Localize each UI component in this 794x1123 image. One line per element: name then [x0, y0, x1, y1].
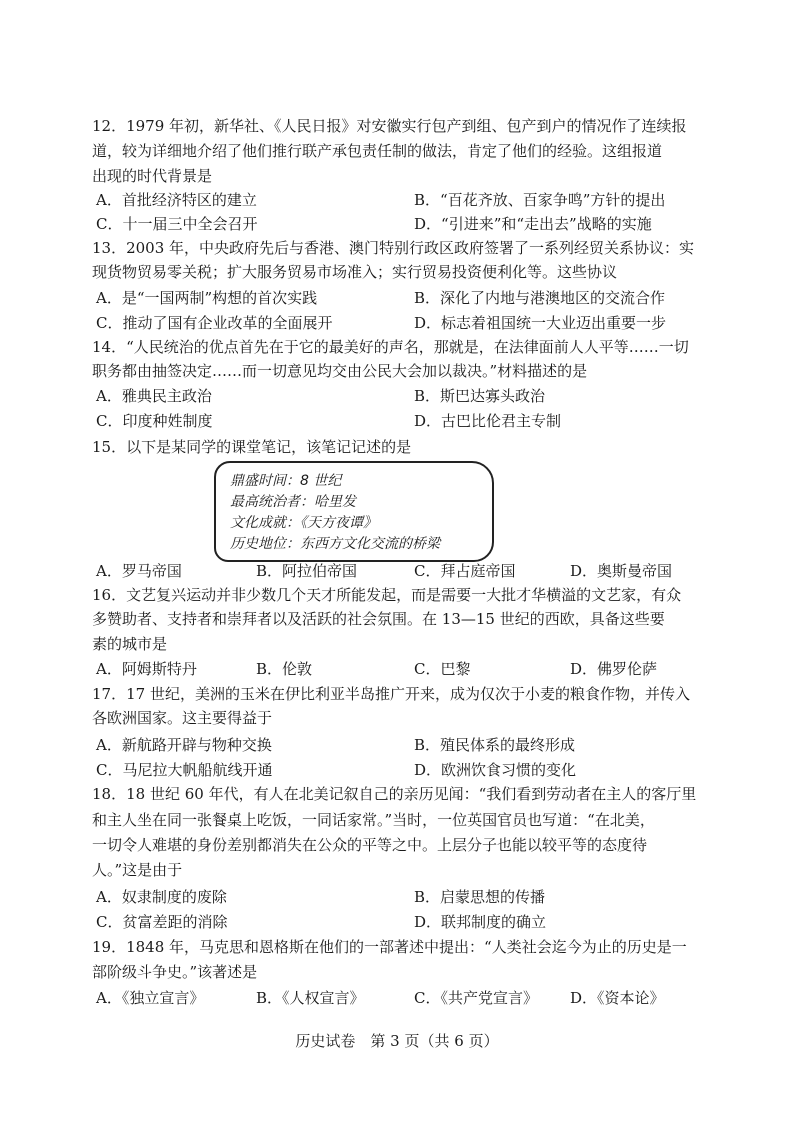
option-b: B．斯巴达寡头政治 [414, 387, 546, 405]
option-a: A．新航路开辟与物种交换 [96, 736, 272, 754]
option-b: B．伦敦 [256, 660, 313, 678]
question-text-line: 道，较为详细地介绍了他们推行联产承包责任制的做法，肯定了他们的经验。这组报道 [92, 142, 663, 160]
option-b: B．启蒙思想的传播 [414, 888, 546, 906]
option-a: A．阿姆斯特丹 [96, 660, 197, 678]
note-line: 历史地位：东西方文化交流的桥梁 [230, 536, 440, 552]
option-c: C．巴黎 [414, 660, 471, 678]
option-d: D．欧洲饮食习惯的变化 [414, 761, 577, 779]
question-text-line: 出现的时代背景是 [92, 167, 213, 185]
option-c: C．印度种姓制度 [96, 412, 213, 430]
option-a: A．《独立宣言》 [96, 989, 205, 1007]
note-line: 最高统治者：哈里发 [230, 494, 356, 510]
option-d: D．“引进来”和“走出去”战略的实施 [414, 215, 652, 233]
question-text-line: 14．“人民统治的优点首先在于它的最美好的声名，那就是，在法律面前人人平等……一切 [92, 338, 689, 356]
option-b: B．《人权宣言》 [256, 989, 365, 1007]
option-b: B．深化了内地与港澳地区的交流合作 [414, 289, 666, 307]
option-c: C．《共产党宣言》 [414, 989, 538, 1007]
option-d: D．标志着祖国统一大业迈出重要一步 [414, 314, 667, 332]
option-d: D．《资本论》 [570, 989, 665, 1007]
option-d: D．奥斯曼帝国 [570, 562, 673, 580]
question-text-line: 和主人坐在同一张餐桌上吃饭，一同话家常。”当时，一位英国官员也写道：“在北美， [92, 811, 655, 829]
option-b: B．阿拉伯帝国 [256, 562, 358, 580]
question-text-line: 职务都由抽签决定……而一切意见均交由公民大会加以裁决。”材料描述的是 [92, 362, 588, 380]
option-c: C．拜占庭帝国 [414, 562, 516, 580]
question-text-line: 部阶级斗争史。”该著述是 [92, 963, 258, 981]
option-b: B．“百花齐放、百家争鸣”方针的提出 [414, 191, 666, 209]
option-a: A．奴隶制度的废除 [96, 888, 227, 906]
option-a: A．是“一国两制”构想的首次实践 [96, 289, 318, 307]
option-d: D．佛罗伦萨 [570, 660, 658, 678]
option-d: D．古巴比伦君主专制 [414, 412, 562, 430]
question-text-line: 人。”这是由于 [92, 861, 183, 879]
question-text-line: 13．2003 年，中央政府先后与香港、澳门特别行政区政府签署了一系列经贸关系协议：实 [92, 239, 695, 257]
option-b: B．殖民体系的最终形成 [414, 736, 576, 754]
question-text-line: 12．1979 年初，新华社、《人民日报》对安徽实行包产到组、包产到户的情况作了连续报 [92, 117, 687, 135]
question-text-line: 16．文艺复兴运动并非少数几个天才所能发起，而是需要一大批才华横溢的文艺家，有众 [92, 586, 682, 604]
note-line: 鼎盛时间：8 世纪 [230, 473, 342, 489]
option-a: A．首批经济特区的建立 [96, 191, 257, 209]
option-c: C．贫富差距的消除 [96, 913, 228, 931]
page-footer: 历史试卷 第 3 页（共 6 页） [295, 1032, 499, 1050]
question-text-line: 18．18 世纪 60 年代，有人在北美记叙自己的亲历见闻：“我们看到劳动者在主人的客厅里 [92, 785, 697, 803]
question-text-line: 各欧洲国家。这主要得益于 [92, 709, 273, 727]
question-text-line: 素的城市是 [92, 635, 168, 653]
class-note-box [214, 461, 494, 562]
option-c: C．马尼拉大帆船航线开通 [96, 761, 273, 779]
question-text-line: 现货物贸易零关税；扩大服务贸易市场准入；实行贸易投资便利化等。这些协议 [92, 263, 618, 281]
option-a: A．罗马帝国 [96, 562, 182, 580]
question-text-line: 一切令人难堪的身份差别都消失在公众的平等之中。上层分子也能以较平等的态度待 [92, 836, 648, 854]
option-c: C．十一届三中全会召开 [96, 215, 258, 233]
question-text-line: 19．1848 年，马克思和恩格斯在他们的一部著述中提出：“人类社会迄今为止的历史是一 [92, 938, 687, 956]
question-text-line: 15．以下是某同学的课堂笔记，该笔记记述的是 [92, 438, 412, 456]
note-line: 文化成就：《天方夜谭》 [230, 515, 377, 531]
option-d: D．联邦制度的确立 [414, 913, 547, 931]
question-text-line: 17．17 世纪，美洲的玉米在伊比利亚半岛推广开来，成为仅次于小麦的粮食作物，并传入 [92, 685, 690, 703]
option-a: A．雅典民主政治 [96, 387, 212, 405]
option-c: C．推动了国有企业改革的全面展开 [96, 314, 333, 332]
question-text-line: 多赞助者、支持者和崇拜者以及活跃的社会氛围。在 13—15 世纪的西欧，具备这些要 [92, 610, 665, 628]
